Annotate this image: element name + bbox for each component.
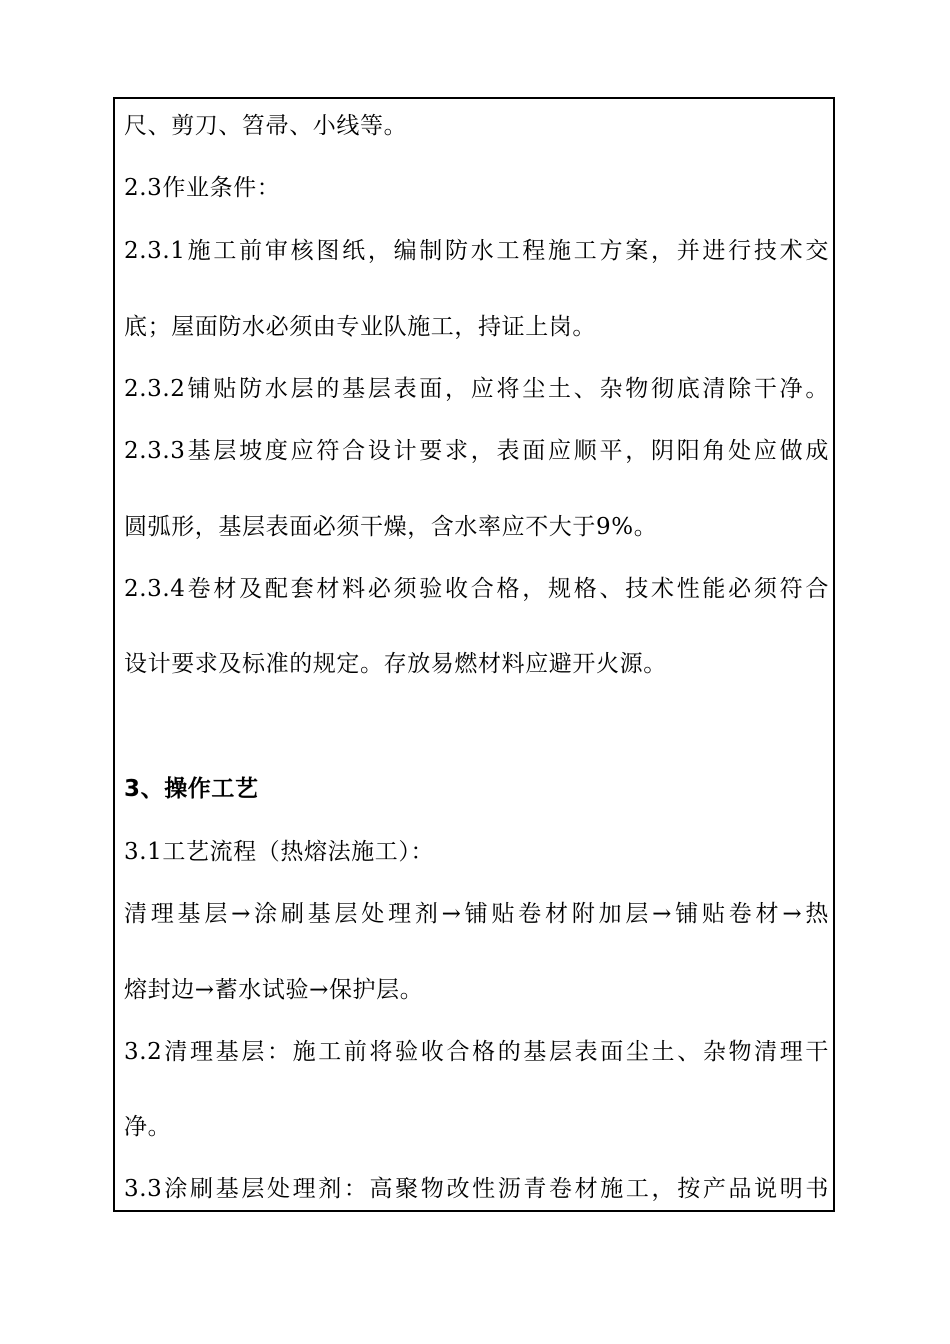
text-line-2-3-1b: 底；屋面防水必须由专业队施工，持证上岗。 [124,314,596,340]
text-line-2-3-2: 2.3.2铺贴防水层的基层表面，应将尘土、杂物彻底清除干净。 [124,376,829,402]
text-line-3-2a: 3.2清理基层：施工前将验收合格的基层表面尘土、杂物清理干 [124,1039,829,1065]
text-line-2-3-3b: 圆弧形，基层表面必须干燥，含水率应不大于9%。 [124,514,658,540]
text-line-flow-b: 熔封边→蓄水试验→保护层。 [124,977,424,1003]
text-line-3-1: 3.1工艺流程（热熔法施工）： [124,839,435,865]
text-line-2-3-4a: 2.3.4卷材及配套材料必须验收合格，规格、技术性能必须符合 [124,576,829,602]
text-line-flow-a: 清理基层→涂刷基层处理剂→铺贴卷材附加层→铺贴卷材→热 [124,901,829,927]
document-frame [113,97,835,1212]
text-line-2-3-3a: 2.3.3基层坡度应符合设计要求，表面应顺平，阴阳角处应做成 [124,438,829,464]
text-line-2-3: 2.3作业条件： [124,175,281,201]
text-line-3-2b: 净。 [124,1114,172,1140]
section-heading: 3、操作工艺 [124,776,259,802]
text-line-3-3: 3.3涂刷基层处理剂：高聚物改性沥青卷材施工，按产品说明书 [124,1176,829,1202]
text-line-2-3-1a: 2.3.1施工前审核图纸，编制防水工程施工方案，并进行技术交 [124,238,829,264]
text-line-2-3-4b: 设计要求及标准的规定。存放易燃材料应避开火源。 [124,651,667,677]
text-line-tools: 尺、剪刀、笤帚、小线等。 [124,113,408,139]
